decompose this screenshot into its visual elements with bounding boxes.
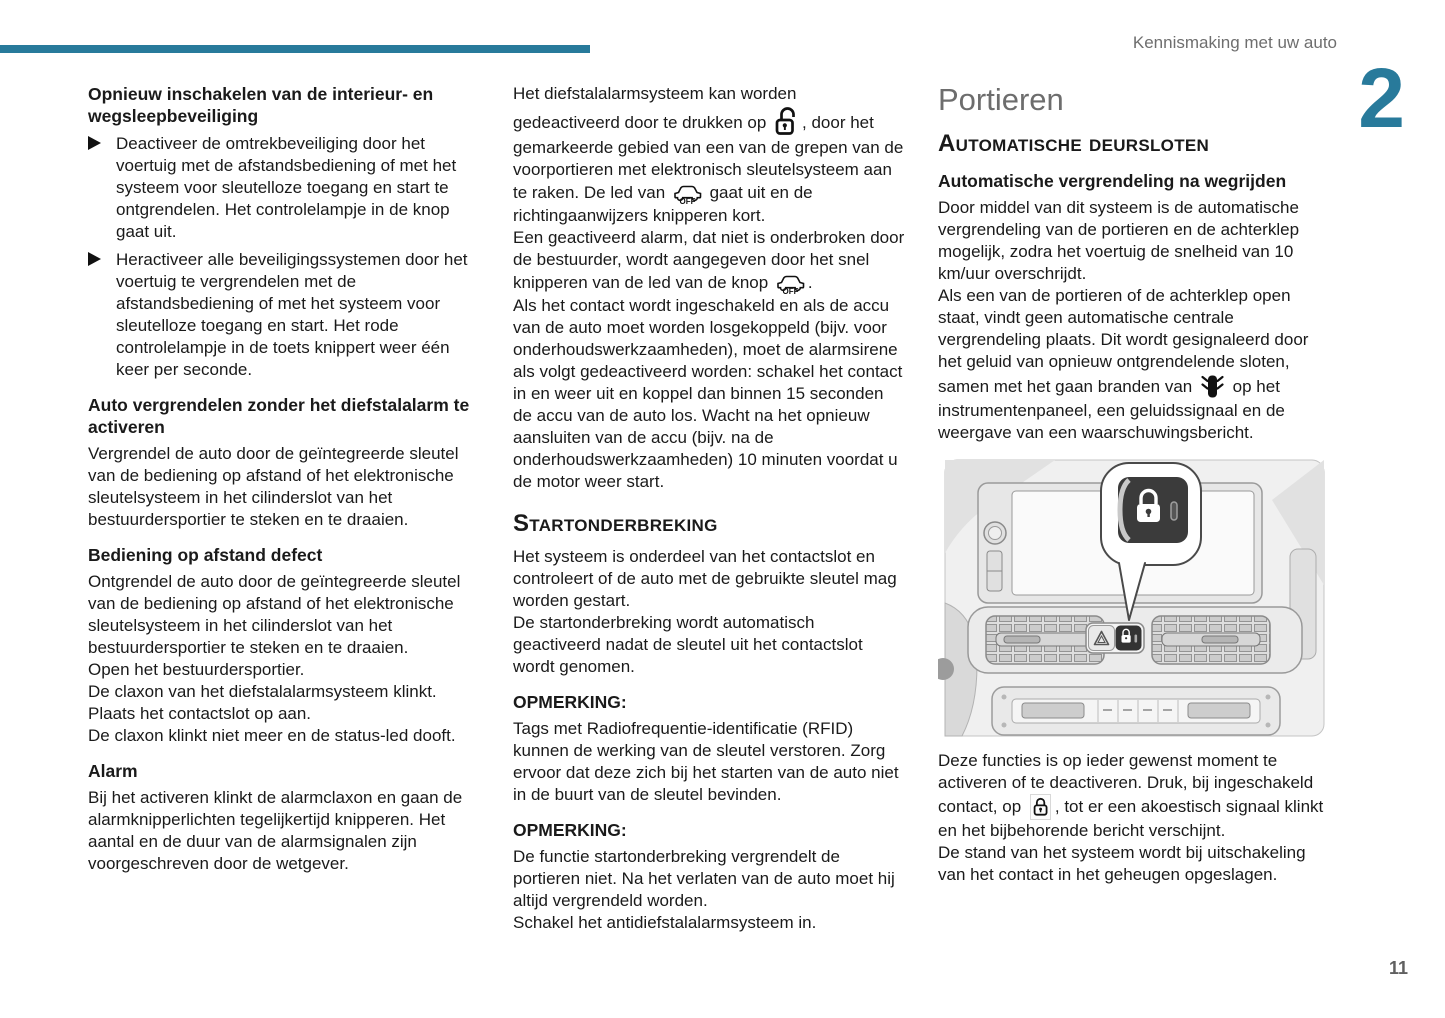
- alarm-off-label: OFF: [782, 287, 799, 295]
- list-item-text: Heractiveer alle beveiligingssystemen door het voertuig te vergrendelen met de afstandsbediening of met het systeem voor sleutelloze toegang en start. Het rode controlelampje in de toets knippert weer één keer per seconde.: [116, 250, 468, 379]
- note-label: OPMERKING:: [513, 692, 627, 712]
- hazard-warning-icon: [1089, 626, 1115, 651]
- heading-alarm: Alarm: [88, 761, 138, 781]
- text-segment: Het diefstalalarmsysteem kan worden gedeactiveerd door te drukken op: [513, 84, 797, 132]
- text-segment: op het instrumentenpaneel, een geluidssignaal en de weergave van een waarschuwingsbericht.: [938, 377, 1285, 442]
- alarm-off-icon: [672, 181, 703, 205]
- door-open-warning-icon: [1200, 373, 1225, 400]
- running-header: Kennismaking met uw auto: [1132, 33, 1337, 52]
- paragraph: De claxon van het diefstalalarmsysteem klinkt.: [88, 682, 437, 701]
- paragraph: Schakel het antidiefstalalarmsysteem in.: [513, 913, 817, 932]
- text-segment: , door het gemarkeerde gebied van een van de grepen van de voorportieren met elektronisch sleutelsysteem aan te raken. De led van: [513, 113, 904, 202]
- alarm-off-label: OFF: [679, 197, 696, 205]
- bullet-arrow-icon: [88, 133, 116, 243]
- paragraph: Tags met Radiofrequentie-identificatie (RFID) kunnen de werking van de sleutel verstoren. Zorg ervoor dat deze zich bij het starten van de auto niet in de buurt van de sleutel bevinden.: [513, 719, 899, 804]
- paragraph: De claxon klinkt niet meer en de status-led dooft.: [88, 726, 456, 745]
- text-segment: Een geactiveerd alarm, dat niet is onderbroken door de bestuurder, wordt aangegeven door het snel knipperen van de led van de knop: [513, 228, 905, 292]
- chapter-accent-bar: [0, 45, 590, 53]
- list-item: [88, 133, 481, 243]
- heading-automatic-door-locks: Automatische deursloten: [938, 130, 1210, 157]
- paragraph: De startonderbreking wordt automatisch geactiveerd nadat de sleutel uit het contactslot wordt genomen.: [513, 613, 863, 676]
- heading-remote-defect: Bediening op afstand defect: [88, 545, 323, 565]
- text-segment: Als een van de portieren of de achterklep open staat, vindt geen automatische centrale vergrendeling plaats. Dit wordt gesignaleerd door het geluid van opnieuw ontgrendelende sloten, samen met het gaan branden van: [938, 286, 1309, 396]
- paragraph: De functie startonderbreking vergrendelt de portieren niet. Na het verlaten van de auto moet hij altijd vergrendeld worden.: [513, 847, 895, 910]
- central-locking-button: [1116, 626, 1142, 651]
- lower-console: [992, 687, 1280, 735]
- paragraph: Ontgrendel de auto door de geïntegreerde sleutel van de bediening op afstand of het elektronische sleutelsysteem in het cilinderslot van het bestuurdersportier te steken en te draaien.: [88, 572, 461, 657]
- text-segment: , tot er een akoestisch signaal klinkt en het bijbehorende bericht verschijnt.: [938, 797, 1324, 840]
- heading-rearm-security: Opnieuw inschakelen van de interieur- en wegsleepbeveiliging: [88, 84, 434, 126]
- paragraph: De stand van het systeem wordt bij uitschakeling van het contact in het geheugen opgeslagen.: [938, 843, 1306, 884]
- dashboard-illustration: [938, 453, 1331, 743]
- heading-auto-lock-driveoff: Automatische vergrendeling na wegrijden: [938, 171, 1287, 191]
- heading-lock-without-alarm: Auto vergrendelen zonder het diefstalalarm te activeren: [88, 395, 470, 437]
- column-middle: [513, 83, 906, 934]
- column-right: [938, 83, 1331, 934]
- paragraph: Plaats het contactslot op aan.: [88, 704, 312, 723]
- page-number: 11: [1388, 958, 1408, 978]
- text-segment: Deze functies is op ieder gewenst moment te activeren of te deactiveren. Druk, bij ingeschakeld contact, op: [938, 751, 1314, 816]
- text-segment: .: [807, 273, 813, 292]
- paragraph: Door middel van dit systeem is de automatische vergrendeling van de portieren en de achterklep mogelijk, zodra het voertuig de snelheid van 10 km/uur overschrijdt.: [938, 198, 1300, 283]
- heading-immobiliser: Startonderbreking: [513, 510, 718, 537]
- center-button-panel: [1086, 623, 1144, 653]
- paragraph: [938, 285, 1331, 444]
- paragraph: [938, 750, 1331, 842]
- column-left: [88, 83, 481, 934]
- paragraph: [513, 227, 906, 295]
- note-label: OPMERKING:: [513, 820, 627, 840]
- list-item: [88, 249, 481, 381]
- paragraph: Het systeem is onderdeel van het contactslot en controleert of de auto met de gebruikte sleutel mag worden gestart.: [513, 547, 897, 610]
- lock-icon: [1030, 794, 1051, 820]
- bullet-arrow-icon: [88, 249, 116, 381]
- list-item-text: Deactiveer de omtrekbeveiliging door het voertuig met de afstandsbediening of met het systeem voor sleutelloze toegang en start te ontgrendelen. Het controlelampje in de knop gaat uit.: [116, 134, 457, 241]
- text-segment: gaat uit en de richtingaanwijzers knipperen kort.: [513, 183, 813, 225]
- content-columns: [88, 83, 1331, 934]
- paragraph: Vergrendel de auto door de geïntegreerde sleutel van de bediening op afstand of het elektronische sleutelsysteem in het cilinderslot van het bestuurdersportier te steken en te draaien.: [88, 444, 459, 529]
- paragraph: Als het contact wordt ingeschakeld en als de accu van de auto moet worden losgekoppeld (bijv. voor onderhoudswerkzaamheden), moet de alarmsirene als volgt gedeactiveerd worden: schakel het contact in en weer uit en koppel dan binnen 15 seconden de accu van de auto los. Wacht na het opnieuw aansluiten van de accu (bijv. na de onderhoudswerkzaamheden) 10 minuten voordat u de motor weer start.: [513, 296, 903, 491]
- paragraph: Open het bestuurdersportier.: [88, 660, 305, 679]
- alarm-off-icon: [775, 271, 806, 295]
- paragraph: Bij het activeren klinkt de alarmclaxon en gaan de alarmknipperlichten tegelijkertijd knipperen. Het aantal en de duur van de alarmsignalen zijn voorgeschreven door de wetgever.: [88, 788, 463, 873]
- unlock-icon: [774, 105, 799, 137]
- page-title: Portieren: [938, 82, 1064, 117]
- paragraph: [513, 83, 906, 227]
- chapter-number: 2: [1358, 51, 1405, 145]
